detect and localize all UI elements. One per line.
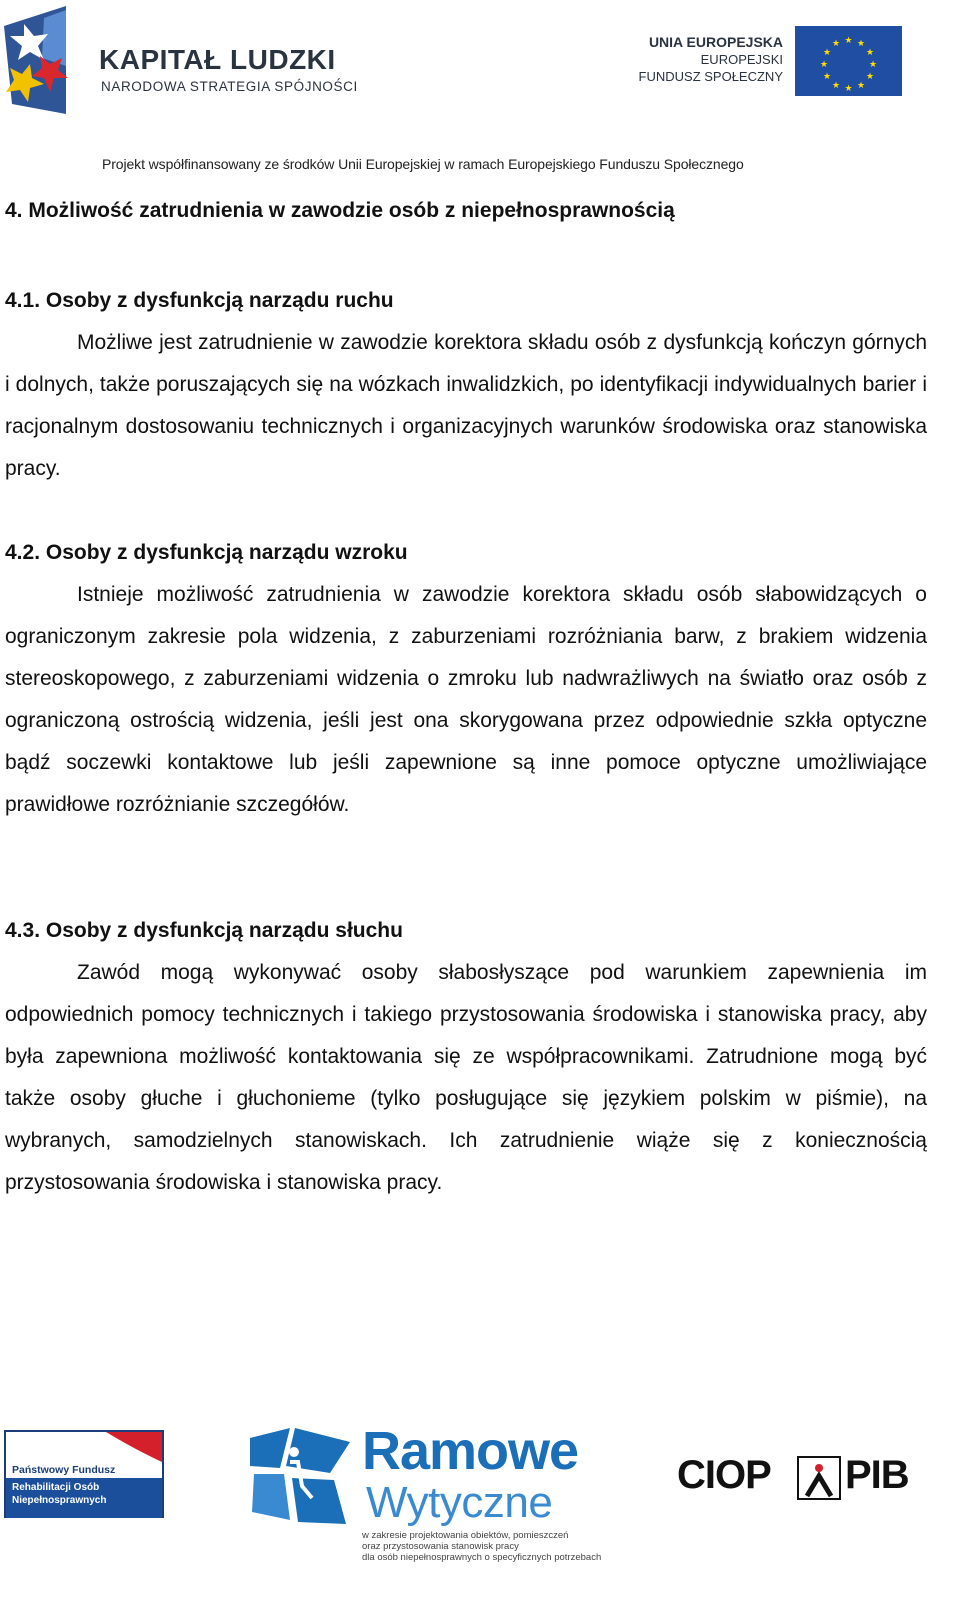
pfron-text <box>12 1481 106 1507</box>
cofinancing-note: Projekt współfinansowany ze środków Unii Europejskiej w ramach Europejskiego Funduszu Społecznego <box>102 156 744 172</box>
kapital-ludzki-mark-icon <box>4 6 94 118</box>
svg-text:★: ★ <box>856 39 866 49</box>
page-footer <box>0 1420 960 1621</box>
eu-line1: UNIA EUROPEJSKA <box>648 34 783 50</box>
eu-logo-text <box>639 34 783 85</box>
svg-text:★: ★ <box>831 39 841 49</box>
section-vision-dysfunction <box>5 532 927 826</box>
section-paragraph: Zawód mogą wykonywać osoby słabosłyszące pod warunkiem zapewnienia im odpowiednich pomocy technicznych i takiego przystosowania środowiska i stanowiska pracy, aby była zapewniona możliwość kontaktowania się ze współpracownikami. Zatrudnione mogą być także osoby głuche i głuchonieme (tylko posługujące się językiem polskim w piśmie), na wybranych, samodzielnych stanowiskach. Ich zatrudnienie wiąże się z koniecznością przystosowania środowiska i stanowiska pracy. <box>5 961 927 1194</box>
svg-text:★: ★ <box>831 81 841 91</box>
pfron-blue-band <box>6 1478 162 1518</box>
section-hearing-dysfunction <box>5 910 927 1204</box>
pfron-line3: Niepełnosprawnych <box>12 1495 107 1506</box>
svg-text:★: ★ <box>844 36 853 46</box>
rw-caption-line3: dla osób niepełnosprawnych o specyficznych potrzebach <box>362 1552 602 1563</box>
svg-text:★: ★ <box>868 60 878 70</box>
svg-text:★: ★ <box>865 48 875 58</box>
eu-line3: FUNDUSZ SPOŁECZNY <box>638 69 783 84</box>
ramowe-wytyczne-caption <box>362 1530 601 1563</box>
eu-line2: EUROPEJSKI <box>700 52 783 67</box>
section-motor-dysfunction <box>5 280 927 490</box>
svg-text:★: ★ <box>844 84 853 94</box>
eu-flag-icon <box>795 26 902 96</box>
svg-text:★: ★ <box>822 72 832 82</box>
svg-text:★: ★ <box>856 81 866 91</box>
pfron-line2: Rehabilitacji Osób <box>12 1482 100 1493</box>
svg-text:★: ★ <box>865 72 875 82</box>
ciop-text: CIOP <box>677 1453 771 1497</box>
ramowe-wytyczne-mark-icon <box>250 1428 355 1528</box>
section-paragraph: Możliwe jest zatrudnienie w zawodzie korektora składu osób z dysfunkcją kończyn górnych i dolnych, także poruszających się na wózkach inwalidzkich, po identyfikacji indywidualnych barier i racjonalnym dostosowaniu technicznych i organizacyjnych warunków środowiska oraz stanowiska pracy. <box>5 331 927 480</box>
svg-text:★: ★ <box>822 48 832 58</box>
section-paragraph: Istnieje możliwość zatrudnienia w zawodzie korektora składu osób słabowidzących o ograniczonym zakresie pola widzenia, z zaburzeniami rozróżniania barw, z brakiem widzenia stereoskopowego, z zaburzeniami widzenia o zmroku lub nadwrażliwych na światło oraz osób z ograniczoną ostrością widzenia, jeśli jest ona skorygowana przez odpowiednie szkła optyczne bądź soczewki kontaktowe lub jeśli zapewnione są inne pomoce optyczne umożliwiające prawidłowe rozróżnianie szczegółów. <box>5 583 927 816</box>
rw-caption-line2: oraz przystosowania stanowisk pracy <box>362 1541 519 1552</box>
page-header <box>0 0 960 185</box>
rw-caption-line1: w zakresie projektowania obiektów, pomieszczeń <box>362 1530 569 1541</box>
kapital-ludzki-subtitle: NARODOWA STRATEGIA SPÓJNOŚCI <box>101 79 358 94</box>
svg-text:★: ★ <box>819 60 829 70</box>
section-title: 4.2. Osoby z dysfunkcją narządu wzroku <box>5 541 408 564</box>
section-title: 4.3. Osoby z dysfunkcją narządu słuchu <box>5 919 403 942</box>
chapter-heading: 4. Możliwość zatrudnienia w zawodzie osób z niepełnosprawnością <box>5 199 675 222</box>
ciop-pib-logo <box>677 1453 929 1500</box>
ciop-person-icon <box>797 1456 841 1500</box>
kapital-ludzki-logo <box>4 6 358 121</box>
pib-text: PIB <box>845 1453 909 1497</box>
eu-logo <box>630 26 905 98</box>
pfron-logo <box>4 1430 164 1518</box>
kapital-ludzki-title: KAPITAŁ LUDZKI <box>99 44 336 75</box>
pfron-line1: Państwowy Fundusz <box>12 1464 116 1476</box>
section-title: 4.1. Osoby z dysfunkcją narządu ruchu <box>5 289 394 312</box>
ramowe-wytyczne-logo <box>250 1422 610 1621</box>
ramowe-title: Ramowe <box>362 1421 579 1481</box>
wytyczne-title: Wytyczne <box>366 1478 553 1527</box>
